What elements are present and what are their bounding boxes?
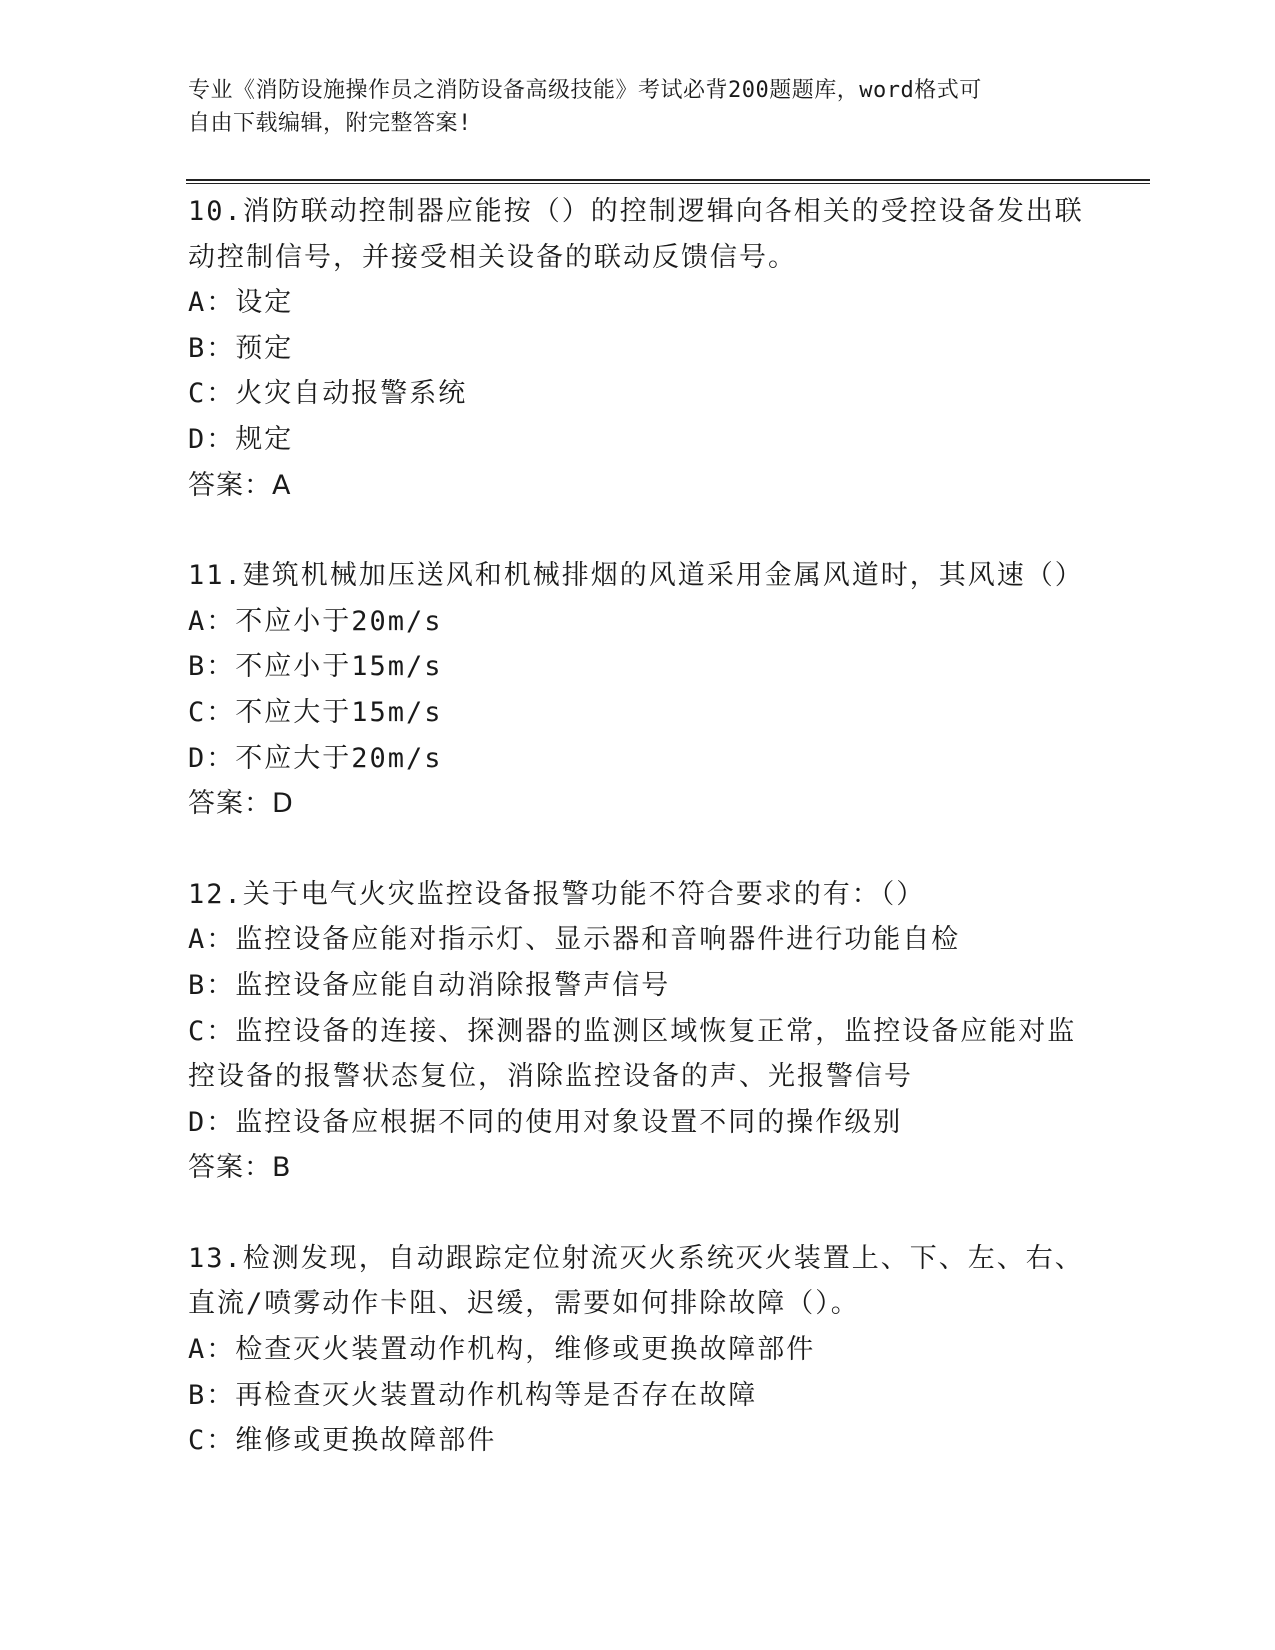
question-stem-line: 动控制信号，并接受相关设备的联动反馈信号。 <box>188 241 797 273</box>
answer-key: 答案：A <box>188 469 292 501</box>
answer-option-line: A：设定 <box>188 287 294 319</box>
question-2 <box>188 553 1088 827</box>
question-list <box>188 189 1088 1464</box>
answer-key: 答案：D <box>188 788 294 820</box>
answer-option-line: 控设备的报警状态复位，消除监控设备的声、光报警信号 <box>188 1061 913 1093</box>
question-stem-line: 11.建筑机械加压送风和机械排烟的风道采用金属风道时，其风速（） <box>188 560 1084 592</box>
answer-option-line: A：检查灭火装置动作机构，维修或更换故障部件 <box>188 1334 816 1366</box>
answer-option-line: B：再检查灭火装置动作机构等是否存在故障 <box>188 1379 758 1411</box>
header-line-2: 自由下载编辑，附完整答案! <box>188 111 472 136</box>
question-stem-line: 12.关于电气火灾监控设备报警功能不符合要求的有：（） <box>188 878 926 910</box>
answer-option-line: C：火灾自动报警系统 <box>188 378 468 410</box>
question-stem-line: 13.检测发现，自动跟踪定位射流灭火系统灭火装置上、下、左、右、 <box>188 1242 1084 1274</box>
answer-option-line: A：不应小于20m/s <box>188 605 443 637</box>
answer-option-line: B：预定 <box>188 332 294 364</box>
answer-option-line: B：不应小于15m/s <box>188 651 443 683</box>
question-4 <box>188 1236 1088 1464</box>
answer-option-line: C：维修或更换故障部件 <box>188 1425 497 1457</box>
question-stem-line: 直流/喷雾动作卡阻、迟缓，需要如何排除故障（）。 <box>188 1288 860 1320</box>
question-stem-line: 10.消防联动控制器应能按（）的控制逻辑向各相关的受控设备发出联 <box>188 196 1084 227</box>
answer-option-line: D：规定 <box>188 423 294 455</box>
question-3 <box>188 872 1088 1191</box>
answer-option-line: C：不应大于15m/s <box>188 696 443 728</box>
answer-option-line: C：监控设备的连接、探测器的监测区域恢复正常，监控设备应能对监 <box>188 1015 1077 1047</box>
question-1 <box>188 189 1088 508</box>
header-rule-thick <box>186 179 1150 181</box>
document-header <box>188 74 1088 140</box>
answer-option-line: D：监控设备应根据不同的使用对象设置不同的操作级别 <box>188 1106 903 1138</box>
answer-option-line: B：监控设备应能自动消除报警声信号 <box>188 969 671 1001</box>
answer-option-line: D：不应大于20m/s <box>188 742 443 774</box>
header-rule-thin <box>186 183 1150 184</box>
header-line-1: 专业《消防设施操作员之消防设备高级技能》考试必背200题题库，word格式可 <box>188 78 982 103</box>
answer-option-line: A：监控设备应能对指示灯、显示器和音响器件进行功能自检 <box>188 924 961 956</box>
answer-key: 答案：B <box>188 1152 292 1184</box>
